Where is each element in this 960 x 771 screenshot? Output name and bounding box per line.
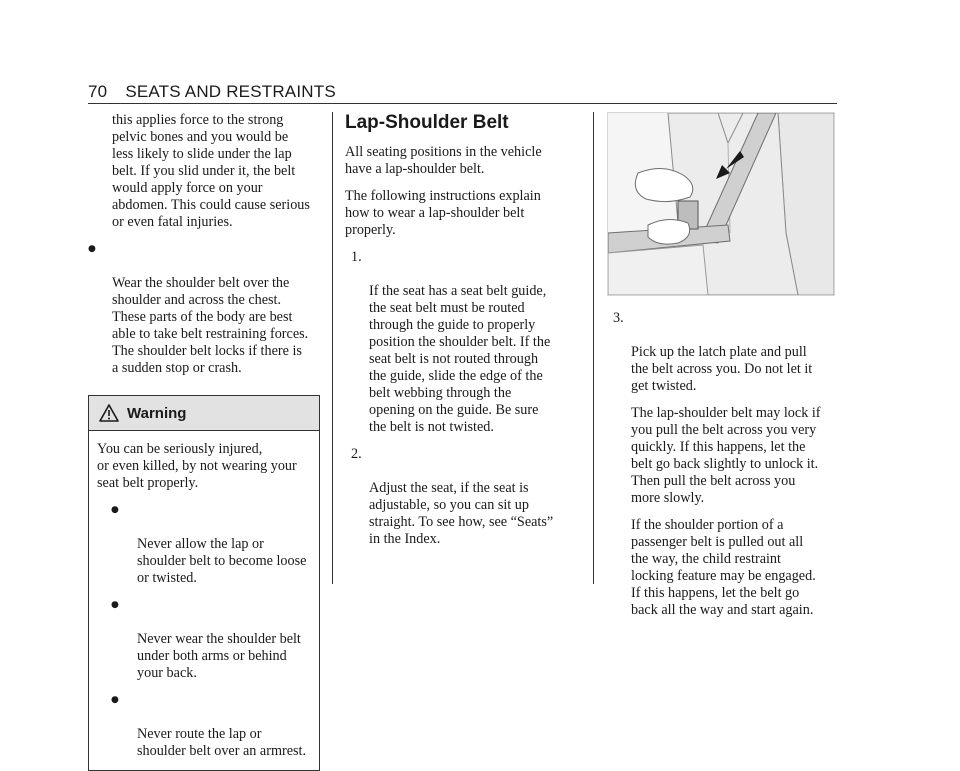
list-item — [345, 446, 583, 548]
bullet-icon: ● — [88, 244, 96, 254]
warning-box — [88, 395, 320, 771]
warning-triangle-icon — [99, 404, 119, 422]
page-number: 70 — [88, 82, 108, 101]
seatbelt-illustration-icon — [608, 113, 834, 295]
section-heading: Lap-Shoulder Belt — [345, 112, 509, 133]
list-item — [97, 692, 311, 760]
paragraph: All seating positions in the vehicle have a lap-shoulder belt. — [345, 144, 542, 177]
step-text: Adjust the seat, if the seat is adjustable, so you can sit up straight. To see how, see “Seats” in the Index. — [369, 480, 554, 547]
warning-header — [89, 396, 319, 431]
continued-paragraph: this applies force to the strong pelvic bones and you would be less likely to slide under the lap belt. If you slid under it, the belt would apply force on your abdomen. This could cause serious or even fatal injuries. — [112, 112, 310, 230]
list-item — [607, 310, 835, 395]
column-right — [607, 112, 835, 619]
section-title: SEATS AND RESTRAINTS — [125, 82, 336, 101]
list-item-text: Never route the lap or shoulder belt over an armrest. — [137, 726, 307, 759]
column-divider — [593, 112, 594, 584]
paragraph: If the shoulder portion of a passenger belt is pulled out all the way, the child restraint locking feature may be engaged. If this happens, let the belt go back all the way and start again. — [631, 517, 816, 618]
page-header — [88, 82, 836, 102]
paragraph: The lap-shoulder belt may lock if you pull the belt across you very quickly. If this happens, let the belt go back slightly to unlock it. Then pull the belt across you more slowly. — [631, 405, 821, 506]
list-item — [345, 249, 583, 436]
header-divider — [88, 103, 837, 104]
list-item-text: Wear the shoulder belt over the shoulder and across the chest. These parts of the body are best able to take belt restraining forces. The shoulder belt locks if there is a sudden stop or crash. — [112, 275, 309, 376]
column-middle — [345, 112, 583, 548]
step-number: 3. — [613, 310, 624, 326]
list-item-text: Never allow the lap or shoulder belt to become loose or twisted. — [137, 536, 307, 586]
warning-intro: You can be seriously injured, or even killed, by not wearing your seat belt properly. — [97, 441, 297, 491]
step-text: Pick up the latch plate and pull the belt across you. Do not let it get twisted. — [631, 344, 813, 394]
column-left — [88, 112, 320, 771]
column-divider — [332, 112, 333, 584]
list-item — [88, 241, 320, 377]
list-item — [97, 502, 311, 587]
warning-body — [89, 431, 319, 770]
warning-title: Warning — [127, 404, 187, 422]
paragraph: The following instructions explain how to wear a lap-shoulder belt properly. — [345, 188, 541, 238]
bullet-icon: ● — [111, 600, 119, 610]
list-item-text: Never wear the shoulder belt under both arms or behind your back. — [137, 631, 301, 681]
step-number: 2. — [351, 446, 362, 462]
list-item — [97, 597, 311, 682]
step-number: 1. — [351, 249, 362, 265]
bullet-icon: ● — [111, 505, 119, 515]
bullet-icon: ● — [111, 695, 119, 705]
seatbelt-illustration — [607, 112, 835, 296]
step-text: If the seat has a seat belt guide, the seat belt must be routed through the guide to properly position the shoulder belt. If the seat belt is not routed through the guide, slide the edge of the belt webbing through the opening on the guide. Be sure the belt is not twisted. — [369, 283, 551, 435]
